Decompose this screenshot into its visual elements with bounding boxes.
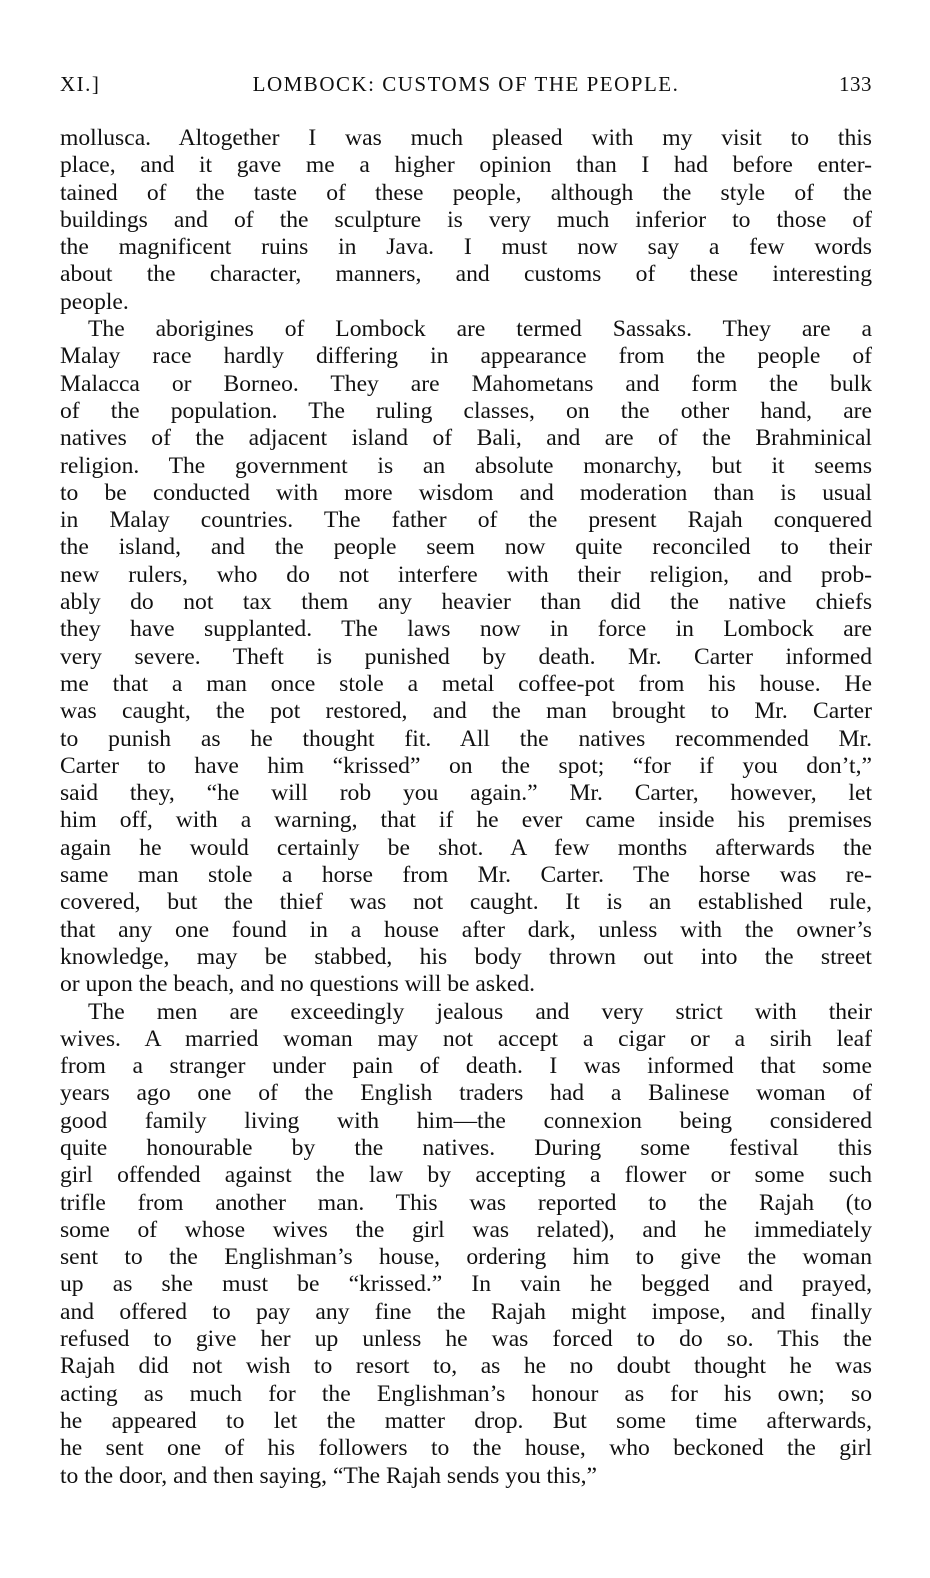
text-line: me that a man once stole a metal coffee-pot from his house. He	[60, 670, 872, 697]
text-line: natives of the adjacent island of Bali, and are of the Brahminical	[60, 425, 872, 452]
text-line: Rajah did not wish to resort to, as he no doubt thought he was	[60, 1353, 872, 1380]
text-line: him off, with a warning, that if he ever came inside his premises	[60, 807, 872, 834]
text-line: from a stranger under pain of death. I was informed that some	[60, 1053, 872, 1080]
text-line: ably do not tax them any heavier than did the native chiefs	[60, 589, 872, 616]
text-line: said they, “he will rob you again.” Mr. Carter, however, let	[60, 780, 872, 807]
text-line: to be conducted with more wisdom and moderation than is usual	[60, 479, 872, 506]
text-line: Carter to have him “krissed” on the spot; “for if you don’t,”	[60, 752, 872, 779]
text-line: and offered to pay any fine the Rajah might impose, and finally	[60, 1298, 872, 1325]
text-line: very severe. Theft is punished by death. Mr. Carter informed	[60, 643, 872, 670]
text-line: mollusca. Altogether I was much pleased with my visit to this	[60, 125, 872, 151]
running-title: LOMBOCK: CUSTOMS OF THE PEOPLE.	[252, 72, 680, 96]
page-number: 133	[839, 72, 872, 96]
text-line: Malacca or Borneo. They are Mahometans and form the bulk	[60, 370, 872, 397]
text-line: The men are exceedingly jealous and very strict with their	[88, 998, 872, 1025]
text-line: wives. A married woman may not accept a cigar or a sirih leaf	[60, 1025, 872, 1052]
text-line: acting as much for the Englishman’s honour as for his own; so	[60, 1380, 872, 1407]
text-line: sent to the Englishman’s house, ordering him to give the woman	[60, 1244, 872, 1271]
text-line: same man stole a horse from Mr. Carter. The horse was re-	[60, 862, 872, 889]
text-line: refused to give her up unless he was forced to do so. This the	[60, 1326, 872, 1353]
text-line: that any one found in a house after dark, unless with the owner’s	[60, 916, 872, 943]
text-line: the island, and the people seem now quite reconciled to their	[60, 534, 872, 561]
text-line: to the door, and then saying, “The Rajah sends you this,”	[60, 1462, 598, 1489]
text-line: of the population. The ruling classes, on the other hand, are	[60, 397, 872, 424]
text-line: new rulers, who do not interfere with their religion, and prob-	[60, 561, 872, 588]
text-line: tained of the taste of these people, although the style of the	[60, 179, 872, 206]
running-head	[60, 72, 872, 102]
text-line: place, and it gave me a higher opinion than I had before enter-	[60, 152, 872, 179]
text-line: some of whose wives the girl was related), and he immediately	[60, 1216, 872, 1243]
text-line: up as she must be “krissed.” In vain he begged and prayed,	[60, 1271, 872, 1298]
text-line: again he would certainly be shot. A few months afterwards the	[60, 834, 872, 861]
body-text	[60, 125, 872, 1490]
text-line: he sent one of his followers to the house, who beckoned the girl	[60, 1435, 872, 1462]
text-line: knowledge, may be stabbed, his body thrown out into the street	[60, 943, 872, 970]
text-line: trifle from another man. This was reported to the Rajah (to	[60, 1189, 872, 1216]
text-line: he appeared to let the matter drop. But some time afterwards,	[60, 1407, 872, 1434]
paragraph	[60, 999, 872, 1490]
paragraph	[60, 316, 872, 998]
text-line: girl offended against the law by accepting a flower or some such	[60, 1162, 872, 1189]
paragraph	[60, 125, 872, 316]
text-line: buildings and of the sculpture is very much inferior to those of	[60, 206, 872, 233]
text-line: about the character, manners, and customs of these interesting	[60, 261, 872, 288]
text-line: religion. The government is an absolute monarchy, but it seems	[60, 452, 872, 479]
text-line: to punish as he thought fit. All the natives recommended Mr.	[60, 725, 872, 752]
text-line: good family living with him—the connexion being considered	[60, 1107, 872, 1134]
text-line: covered, but the thief was not caught. It is an established rule,	[60, 889, 872, 916]
text-line: the magnificent ruins in Java. I must now say a few words	[60, 234, 872, 261]
text-line: they have supplanted. The laws now in force in Lombock are	[60, 616, 872, 643]
text-line: was caught, the pot restored, and the man brought to Mr. Carter	[60, 698, 872, 725]
text-line: years ago one of the English traders had a Balinese woman of	[60, 1080, 872, 1107]
text-line: people.	[60, 288, 129, 315]
text-line: Malay race hardly differing in appearance from the people of	[60, 343, 872, 370]
text-line: The aborigines of Lombock are termed Sassaks. They are a	[88, 316, 872, 343]
text-line: in Malay countries. The father of the present Rajah conquered	[60, 507, 872, 534]
text-line: or upon the beach, and no questions will be asked.	[60, 971, 536, 998]
chapter-number: XI.]	[60, 72, 101, 96]
text-line: quite honourable by the natives. During some festival this	[60, 1134, 872, 1161]
